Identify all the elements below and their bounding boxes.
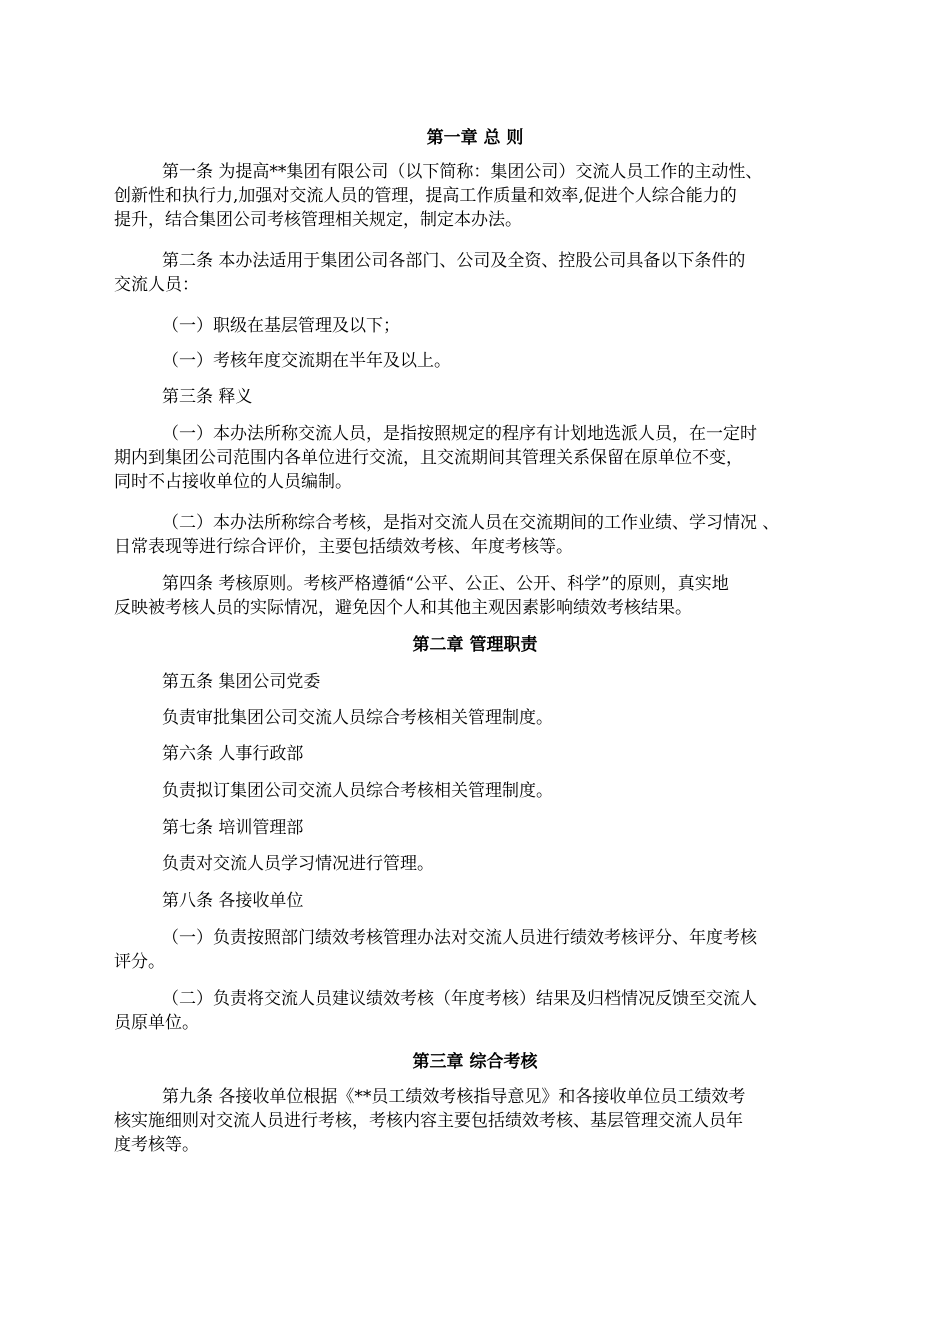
article-3-item-1-line-2: 期内到集团公司范围内各单位进行交流，且交流期间其管理关系保留在原单位不变，: [114, 448, 743, 468]
article-8-item-1: [114, 926, 836, 974]
article-7-body: 负责对交流人员学习情况进行管理。: [162, 854, 434, 874]
article-1-line-2: 创新性和执行力,加强对交流人员的管理，提高工作质量和效率,促进个人综合能力的: [114, 186, 737, 206]
article-4-line-1: 第四条 考核原则。考核严格遵循“公平、公正、公开、科学”的原则，真实地: [162, 574, 729, 594]
article-1: [114, 160, 836, 232]
article-9-line-1: 第九条 各接收单位根据《**员工绩效考核指导意见》和各接收单位员工绩效考: [162, 1087, 746, 1107]
article-6-heading: 第六条 人事行政部: [162, 744, 304, 764]
article-3-item-2-line-2: 日常表现等进行综合评价，主要包括绩效考核、年度考核等。: [114, 537, 573, 557]
article-2-line-2: 交流人员：: [114, 275, 199, 295]
article-2-item-1: （一）职级在基层管理及以下；: [162, 316, 400, 336]
article-8-item-2: [114, 987, 836, 1035]
article-7-heading: 第七条 培训管理部: [162, 818, 304, 838]
article-2-line-1: 第二条 本办法适用于集团公司各部门、公司及全资、控股公司具备以下条件的: [162, 251, 746, 271]
chapter-3-heading: 第三章 综合考核: [412, 1052, 538, 1072]
article-3-item-1: [114, 422, 836, 494]
article-9: [114, 1085, 836, 1157]
article-8-heading: 第八条 各接收单位: [162, 891, 304, 911]
chapter-2-heading: 第二章 管理职责: [412, 635, 538, 655]
article-8-item-2-line-1: （二）负责将交流人员建议绩效考核（年度考核）结果及归档情况反馈至交流人: [162, 989, 757, 1009]
article-4: [114, 572, 836, 620]
article-4-line-2: 反映被考核人员的实际情况，避免因个人和其他主观因素影响绩效考核结果。: [114, 598, 692, 618]
article-9-line-3: 度考核等。: [114, 1135, 199, 1155]
chapter-1-heading: 第一章 总 则: [426, 128, 524, 148]
article-8-item-1-line-2: 评分。: [114, 952, 165, 972]
article-9-line-2: 核实施细则对交流人员进行考核，考核内容主要包括绩效考核、基层管理交流人员年: [114, 1111, 743, 1131]
article-2-item-2: （一）考核年度交流期在半年及以上。: [162, 351, 451, 371]
article-6-body: 负责拟订集团公司交流人员综合考核相关管理制度。: [162, 781, 553, 801]
article-3-item-2: [114, 511, 836, 559]
article-2: [114, 249, 836, 297]
article-3-item-2-line-1: （二）本办法所称综合考核，是指对交流人员在交流期间的工作业绩、学习情况 、: [162, 513, 780, 533]
article-3-heading: 第三条 释义: [162, 387, 253, 407]
article-1-line-3: 提升，结合集团公司考核管理相关规定，制定本办法。: [114, 210, 522, 230]
article-3-item-1-line-1: （一）本办法所称交流人员，是指按照规定的程序有计划地选派人员，在一定时: [162, 424, 757, 444]
article-8-item-1-line-1: （一）负责按照部门绩效考核管理办法对交流人员进行绩效考核评分、年度考核: [162, 928, 757, 948]
article-8-item-2-line-2: 员原单位。: [114, 1013, 199, 1033]
article-3-item-1-line-3: 同时不占接收单位的人员编制。: [114, 472, 352, 492]
article-5-body: 负责审批集团公司交流人员综合考核相关管理制度。: [162, 708, 553, 728]
article-5-heading: 第五条 集团公司党委: [162, 672, 321, 692]
article-1-line-1: 第一条 为提高**集团有限公司（以下简称：集团公司）交流人员工作的主动性、: [162, 162, 763, 182]
